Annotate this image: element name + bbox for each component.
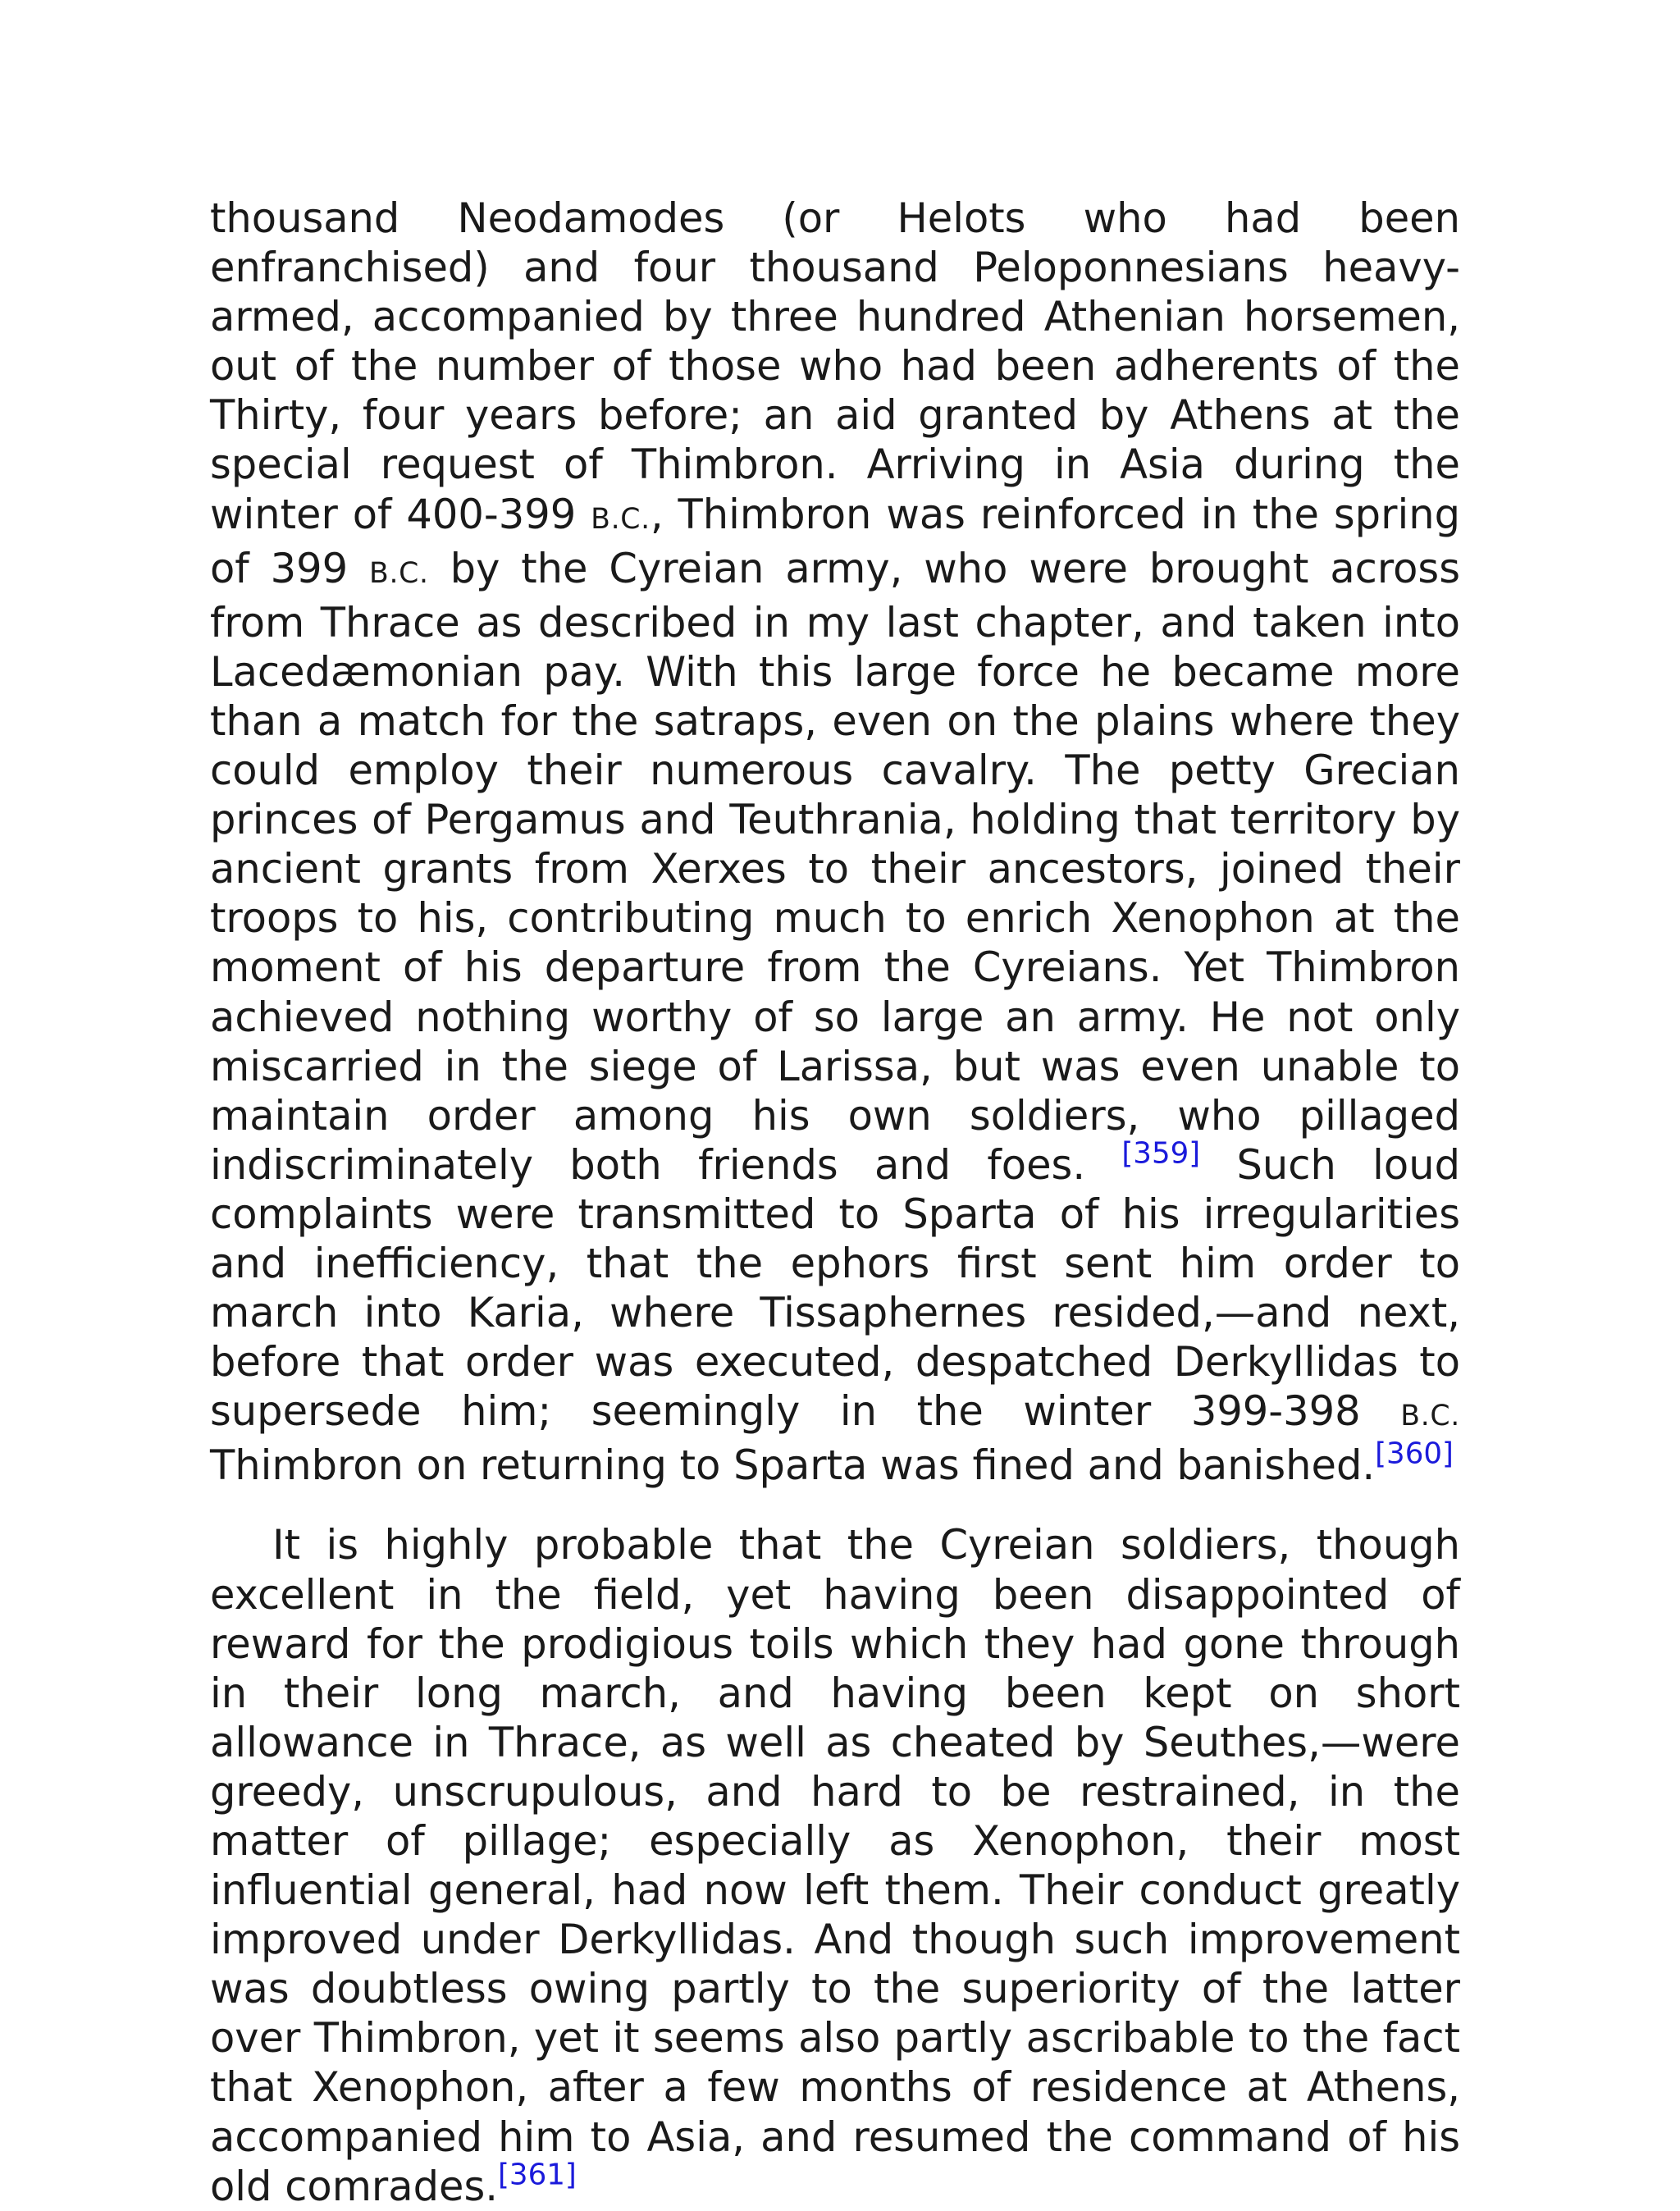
footnote-link-360[interactable]: [360] bbox=[1375, 1437, 1454, 1471]
footnote-link-361[interactable]: [361] bbox=[498, 2158, 577, 2192]
paragraph-2 bbox=[210, 1520, 1460, 2210]
era-abbreviation: B.C. bbox=[369, 556, 429, 590]
text-run: , Thimbron was reinforced in the spring of 399 bbox=[210, 490, 1460, 592]
text-run: by the Cyreian army, who were brought across from Thrace as described in my last chapter, and taken into Lacedæmonian pay. With this large force he became more than a match for the satraps, even on the plains where they could employ their numerous cavalry. The petty Grecian princes of Pergamus and Teuthrania, holding that territory by ancient grants from Xerxes to their ancestors, joined their troops to his, contributing much to enrich Xenophon at the moment of his departure from the Cyreians. Yet Thimbron achieved nothing worthy of so large an army. He not only miscarried in the siege of Larissa, but was even unable to maintain order among his own soldiers, who pillaged indiscriminately both friends and foes. bbox=[210, 544, 1460, 1189]
page-body bbox=[210, 194, 1460, 2211]
footnote-link-359[interactable]: [359] bbox=[1121, 1136, 1201, 1171]
text-run: It is highly probable that the Cyreian soldiers, though excellent in the field, yet having been disappointed of reward for the prodigious toils which they had gone through in their long march, and having been kept on short allowance in Thrace, as well as cheated by Seuthes,—were greedy, unscrupulous, and hard to be restrained, in the matter of pillage; especially as Xenophon, their most influential general, had now left them. Their conduct greatly improved under Derkyllidas. And though such improvement was doubtless owing partly to the superiority of the latter over Thimbron, yet it seems also partly ascribable to the fact that Xenophon, after a few months of residence at Athens, accompanied him to Asia, and resumed the command of his old comrades. bbox=[210, 1521, 1460, 2210]
era-abbreviation: B.C. bbox=[591, 502, 651, 536]
paragraph-1 bbox=[210, 194, 1460, 1490]
era-abbreviation: B.C. bbox=[1400, 1400, 1460, 1433]
text-run: Such loud complaints were transmitted to Sparta of his irregularities and inefficiency, that the ephors first sent him order to march into Karia, where Tissaphernes resided,—and next, before that order was executed, despatched Derkyllidas to supersede him; seemingly in the winter 399-398 bbox=[210, 1140, 1460, 1436]
text-run: thousand Neodamodes (or Helots who had been enfranchised) and four thousand Peloponnesians heavy-armed, accompanied by three hundred Athenian horsemen, out of the number of those who had been adherents of the Thirty, four years before; an aid granted by Athens at the special request of Thimbron. Arriving in Asia during the winter of 400-399 bbox=[210, 194, 1460, 538]
text-run: Thimbron on returning to Sparta was fined and banished. bbox=[210, 1441, 1376, 1490]
